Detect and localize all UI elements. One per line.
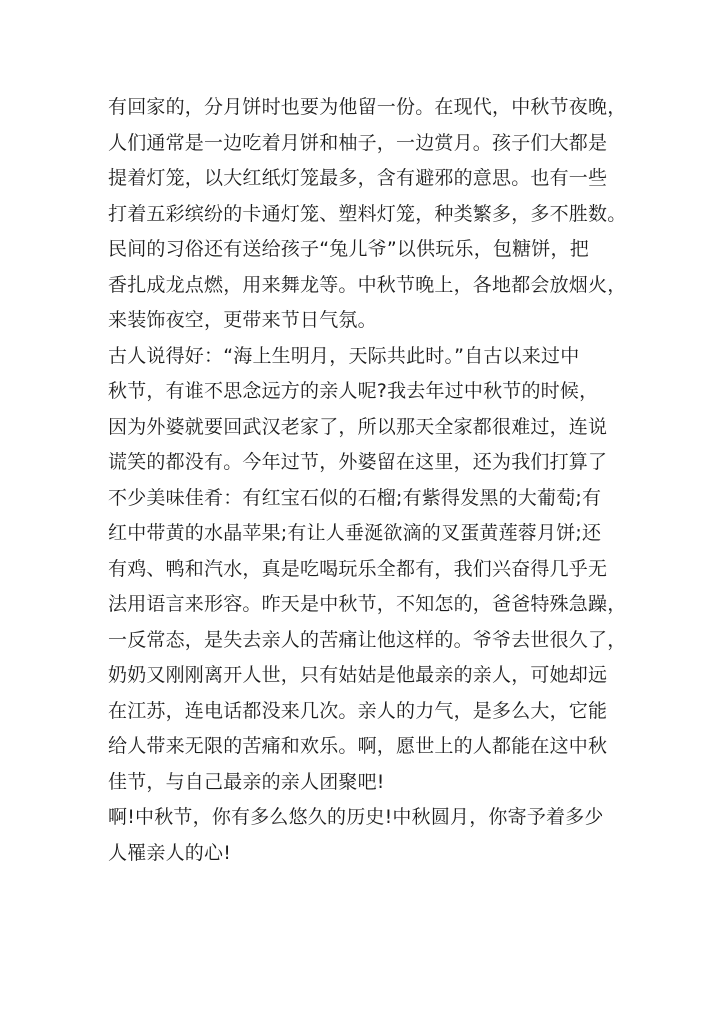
text-line: 民间的习俗还有送给孩子“兔儿爷”以供玩乐，包糖饼，把 (108, 238, 589, 260)
text-line: 人们通常是一边吃着月饼和柚子，一边赏月。孩子们大都是 (108, 131, 608, 154)
text-line: 奶奶又刚刚离开人世，只有姑姑是他最亲的亲人，可她却远 (108, 664, 608, 686)
text-line: 在江苏，连电话都没来几次。亲人的力气，是多么大，它能 (108, 699, 608, 722)
text-line: 红中带黄的水晶苹果;有让人垂涎欲滴的叉蛋黄莲蓉月饼;还 (108, 522, 602, 544)
text-line: 有回家的，分月饼时也要为他留一份。在现代，中秋节夜晚， (108, 96, 627, 118)
text-line: 提着灯笼，以大红纸灯笼最多，含有避邪的意思。也有一些 (108, 167, 608, 189)
text-line: 佳节，与自己最亲的亲人团聚吧! (108, 770, 385, 793)
text-line: 有鸡、鸭和汽水，真是吃喝玩乐全都有，我们兴奋得几乎无 (108, 557, 608, 580)
text-line: 古人说得好：“海上生明月，天际共此时。”自古以来过中 (108, 344, 580, 367)
text-line: 来装饰夜空，更带来节日气氛。 (108, 309, 377, 331)
text-line: 秋节，有谁不思念远方的亲人呢?我去年过中秋节的时候， (108, 380, 599, 402)
text-line: 打着五彩缤纷的卡通灯笼、塑料灯笼，种类繁多，多不胜数。 (108, 202, 627, 225)
body-text (108, 90, 628, 871)
text-line: 香扎成龙点燃，用来舞龙等。中秋节晚上，各地都会放烟火， (108, 273, 627, 296)
text-line: 给人带来无限的苦痛和欢乐。啊，愿世上的人都能在这中秋 (108, 735, 608, 757)
text-line: 因为外婆就要回武汉老家了，所以那天全家都很难过，连说 (108, 415, 608, 438)
text-line: 谎笑的都没有。今年过节，外婆留在这里，还为我们打算了 (108, 451, 608, 473)
text-line: 人罹亲人的心! (108, 841, 232, 864)
text-line: 法用语言来形容。昨天是中秋节，不知怎的，爸爸特殊急躁， (108, 593, 627, 615)
text-line: 啊!中秋节，你有多么悠久的历史!中秋圆月，你寄予着多少 (108, 806, 604, 828)
text-line: 一反常态，是失去亲人的苦痛让他这样的。爷爷去世很久了， (108, 628, 627, 651)
text-line: 不少美味佳肴：有红宝石似的石榴;有紫得发黑的大葡萄;有 (108, 486, 602, 509)
